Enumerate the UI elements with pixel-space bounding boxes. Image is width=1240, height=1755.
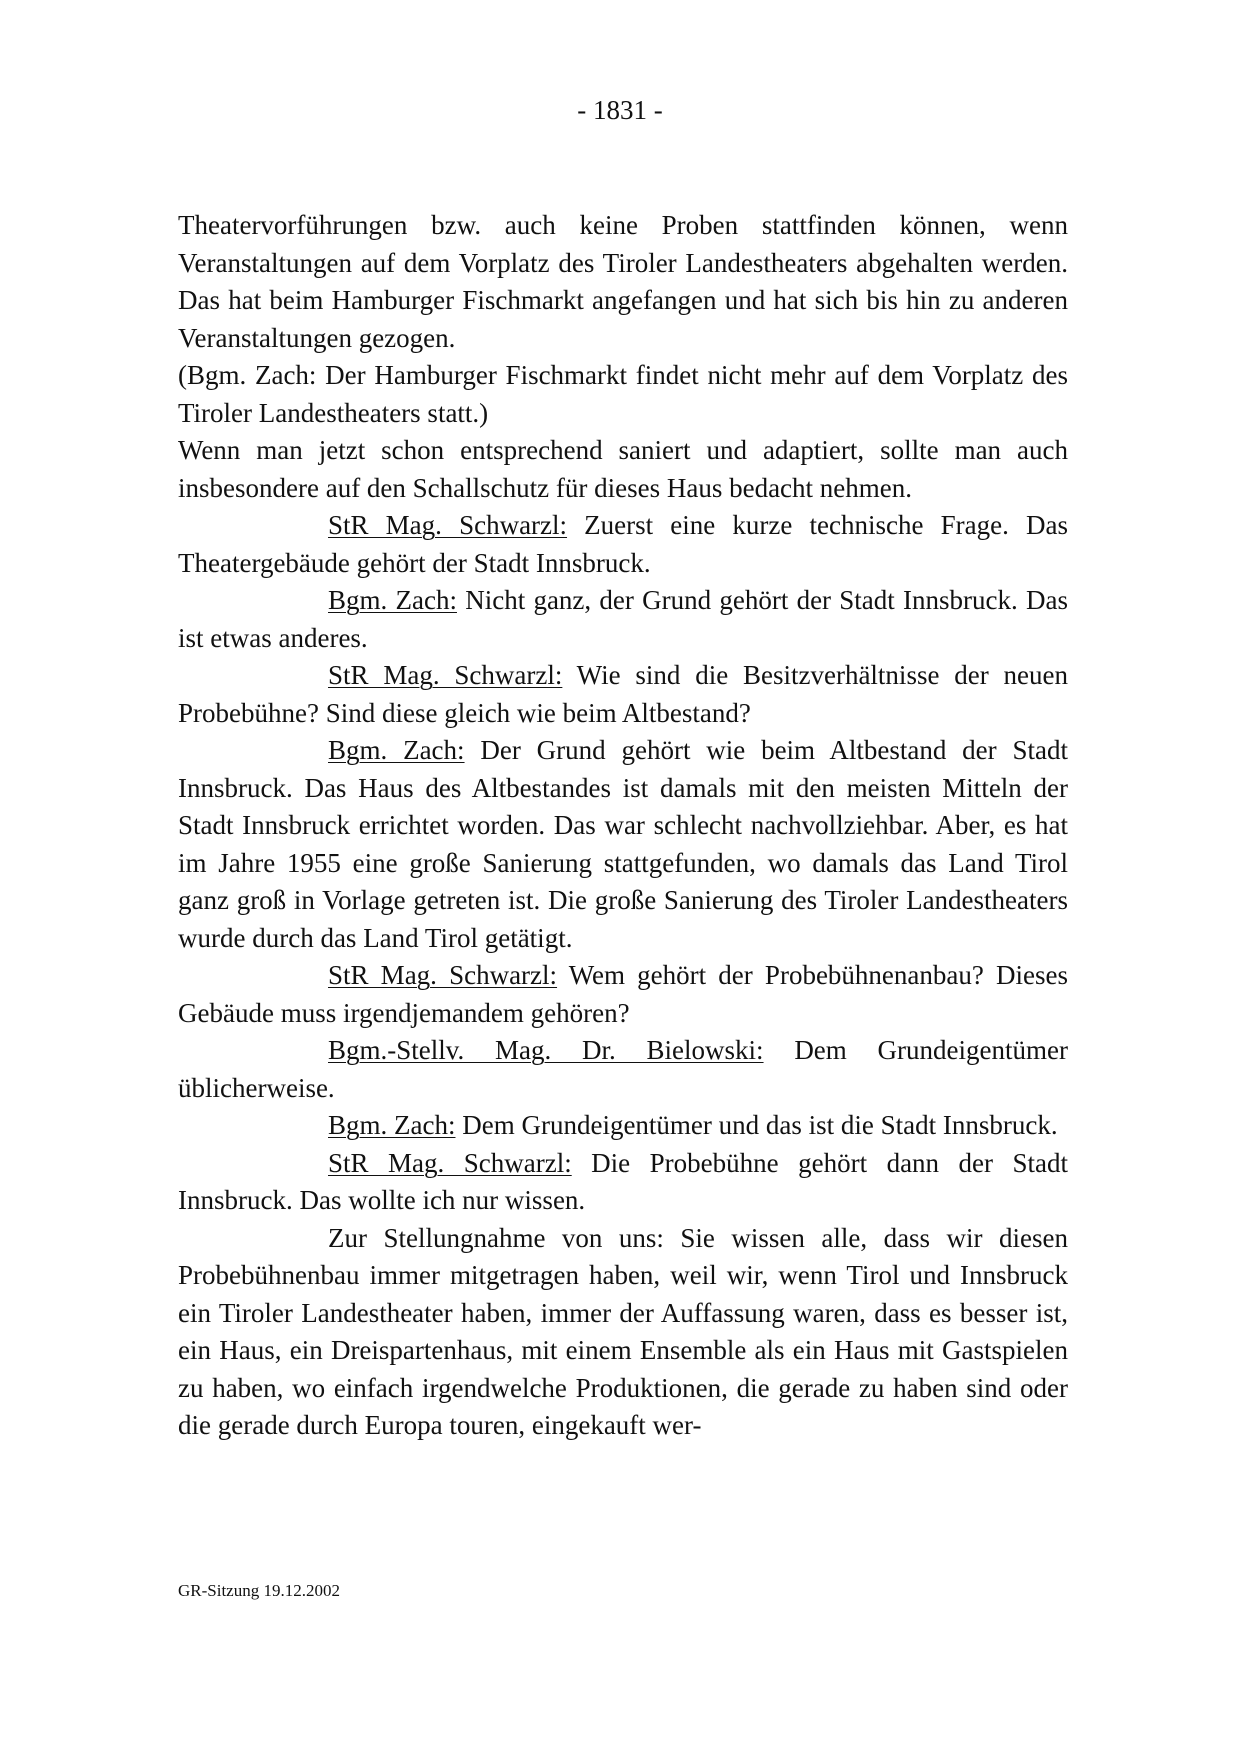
paragraph-text: Theatervorführungen bzw. auch keine Proben stattfinden können, wenn Veranstaltungen auf dem Vorplatz des Tiroler Landestheaters abgehalten werden. Das hat beim Hamburger Fischmarkt angefangen und hat sich bis hin zu anderen Veranstaltungen gezogen.: [178, 210, 1068, 353]
speaker-name: StR Mag. Schwarzl:: [328, 660, 563, 690]
page-number: - 1831 -: [577, 95, 663, 125]
speech-paragraph: [178, 1032, 1068, 1107]
speech-text: Zuerst eine kurze technische Frage. Das Theatergebäude gehört der Stadt Innsbruck.: [178, 510, 1068, 578]
speech-text: Dem Grundeigentümer und das ist die Stadt Innsbruck.: [455, 1110, 1058, 1140]
paragraph-text: Zur Stellungnahme von uns: Sie wissen alle, dass wir diesen Probebühnenbau immer mitgetragen haben, weil wir, wenn Tirol und Innsbruck ein Tiroler Landestheater haben, immer der Auffassung waren, dass es besser ist, ein Haus, ein Dreispartenhaus, mit einem Ensemble als ein Haus mit Gastspielen zu haben, wo einfach irgendwelche Produktionen, die gerade zu haben sind oder die gerade durch Europa touren, eingekauft wer-: [178, 1222, 1068, 1440]
speech-text: Die Probebühne gehört dann der Stadt Innsbruck. Das wollte ich nur wissen.: [178, 1147, 1068, 1215]
paragraph: [178, 357, 1068, 432]
speaker-name: StR Mag. Schwarzl:: [328, 960, 558, 990]
speech-paragraph: [178, 1145, 1068, 1220]
paragraph-text: (Bgm. Zach: Der Hamburger Fischmarkt findet nicht mehr auf dem Vorplatz des Tiroler Landestheaters statt.): [178, 360, 1068, 428]
speech-text: Der Grund gehört wie beim Altbestand der Stadt Innsbruck. Das Haus des Altbestandes ist damals mit den meisten Mitteln der Stadt Innsbruck errichtet worden. Das war schlecht nachvollziehbar. Aber, es hat im Jahre 1955 eine große Sanierung stattgefunden, wo damals das Land Tirol ganz groß in Vorlage getreten ist. Die große Sanierung des Tiroler Landestheaters wurde durch das Land Tirol getätigt.: [178, 735, 1068, 953]
document-body: [178, 207, 1068, 1445]
speech-text: Wie sind die Besitzverhältnisse der neuen Probebühne? Sind diese gleich wie beim Altbestand?: [178, 660, 1068, 728]
speech-paragraph: [178, 657, 1068, 732]
speaker-name: Bgm.-Stellv. Mag. Dr. Bielowski:: [328, 1035, 764, 1065]
speaker-name: StR Mag. Schwarzl:: [328, 1147, 572, 1178]
speaker-name: Bgm. Zach:: [328, 735, 465, 765]
footer-session-date: GR-Sitzung 19.12.2002: [178, 1581, 340, 1600]
speech-text: Nicht ganz, der Grund gehört der Stadt Innsbruck. Das ist etwas anderes.: [178, 585, 1068, 653]
paragraph: [178, 432, 1068, 507]
paragraph: [178, 207, 1068, 357]
paragraph: [178, 1220, 1068, 1445]
speech-paragraph: [178, 582, 1068, 657]
speech-paragraph: [178, 1107, 1068, 1145]
speech-paragraph: [178, 957, 1068, 1032]
speech-paragraph: [178, 732, 1068, 957]
paragraph-text: Wenn man jetzt schon entsprechend saniert und adaptiert, sollte man auch insbesondere auf den Schallschutz für dieses Haus bedacht nehmen.: [178, 435, 1068, 503]
speech-text: Wem gehört der Probebühnenanbau? Dieses Gebäude muss irgendjemandem gehören?: [178, 960, 1068, 1028]
speaker-name: Bgm. Zach:: [328, 1110, 456, 1140]
speech-paragraph: [178, 507, 1068, 582]
speech-text: Dem Grundeigentümer üblicherweise.: [178, 1035, 1068, 1103]
speaker-name: Bgm. Zach:: [328, 585, 457, 615]
speaker-name: StR Mag. Schwarzl:: [328, 510, 568, 540]
